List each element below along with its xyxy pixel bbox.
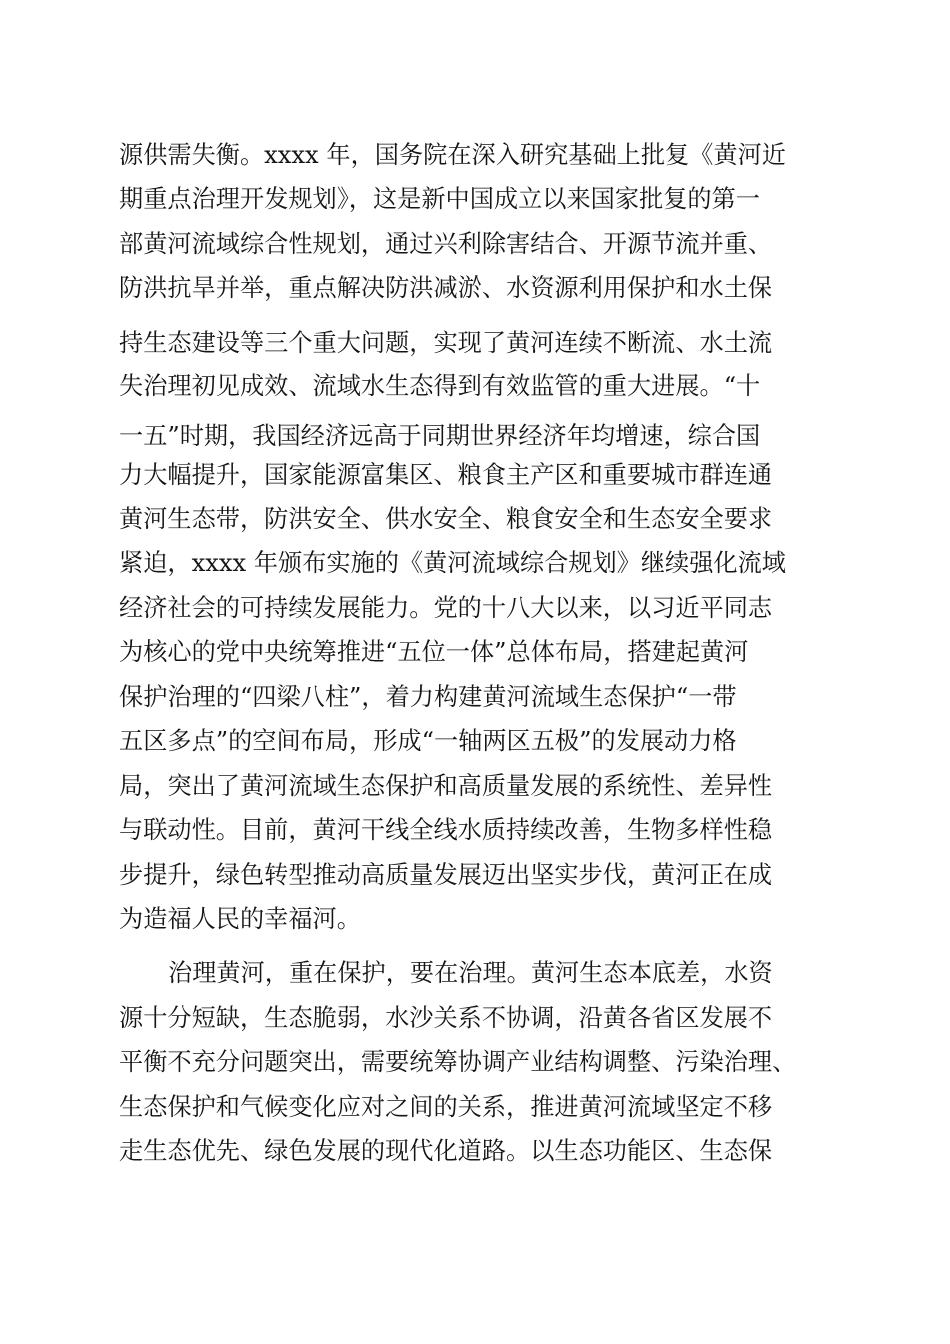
text-line: 持生态建设等三个重大问题，实现了黄河连续不断流、水土流 bbox=[119, 329, 773, 357]
text-line: 为造福人民的幸福河。 bbox=[119, 905, 361, 933]
text-line: 走生态优先、绿色发展的现代化道路。以生态功能区、生态保 bbox=[119, 1137, 773, 1165]
text-line: 部黄河流域综合性规划，通过兴利除害结合、开源节流并重、 bbox=[119, 230, 773, 258]
text-line: 防洪抗旱并举，重点解决防洪减淤、水资源利用保护和水土保 bbox=[119, 274, 773, 302]
text-line: 期重点治理开发规划》，这是新中国成立以来国家批复的第一 bbox=[119, 185, 760, 213]
text-line: 生态保护和气候变化应对之间的关系，推进黄河流域坚定不移 bbox=[119, 1093, 773, 1121]
text-line: 平衡不充分问题突出，需要统筹协调产业结构调整、污染治理、 bbox=[119, 1048, 797, 1076]
text-line: 源十分短缺，生态脆弱，水沙关系不协调，沿黄各省区发展不 bbox=[119, 1004, 773, 1032]
text-line: 五区多点”的空间布局，形成“一轴两区五极”的发展动力格 bbox=[119, 727, 737, 755]
text-line: 步提升，绿色转型推动高质量发展迈出坚实步伐，黄河正在成 bbox=[119, 861, 773, 889]
text-line: 为核心的党中央统筹推进“五位一体”总体布局，搭建起黄河 bbox=[119, 638, 749, 666]
paragraph-first-line: 治理黄河，重在保护，要在治理。黄河生态本底差，水资 bbox=[168, 959, 773, 987]
text-line: 一五”时期，我国经济远高于同期世界经济年均增速，综合国 bbox=[119, 422, 761, 450]
text-line: 与联动性。目前，黄河干线全线水质持续改善，生物多样性稳 bbox=[119, 816, 773, 844]
text-line: 经济社会的可持续发展能力。党的十八大以来，以习近平同志 bbox=[119, 594, 773, 622]
text-line: 保护治理的“四梁八柱”，着力构建黄河流域生态保护“一带 bbox=[119, 683, 737, 711]
text-line: 黄河生态带，防洪安全、供水安全、粮食安全和生态安全要求 bbox=[119, 505, 773, 533]
text-line: 紧迫，xxxx 年颁布实施的《黄河流域综合规划》继续强化流域 bbox=[119, 549, 786, 577]
text-line: 局，突出了黄河流域生态保护和高质量发展的系统性、差异性 bbox=[119, 772, 773, 800]
text-line: 失治理初见成效、流域水生态得到有效监管的重大进展。“十 bbox=[119, 372, 761, 400]
text-line: 力大幅提升，国家能源富集区、粮食主产区和重要城市群连通 bbox=[119, 461, 773, 489]
text-line: 源供需失衡。xxxx 年，国务院在深入研究基础上批复《黄河近 bbox=[119, 141, 786, 169]
